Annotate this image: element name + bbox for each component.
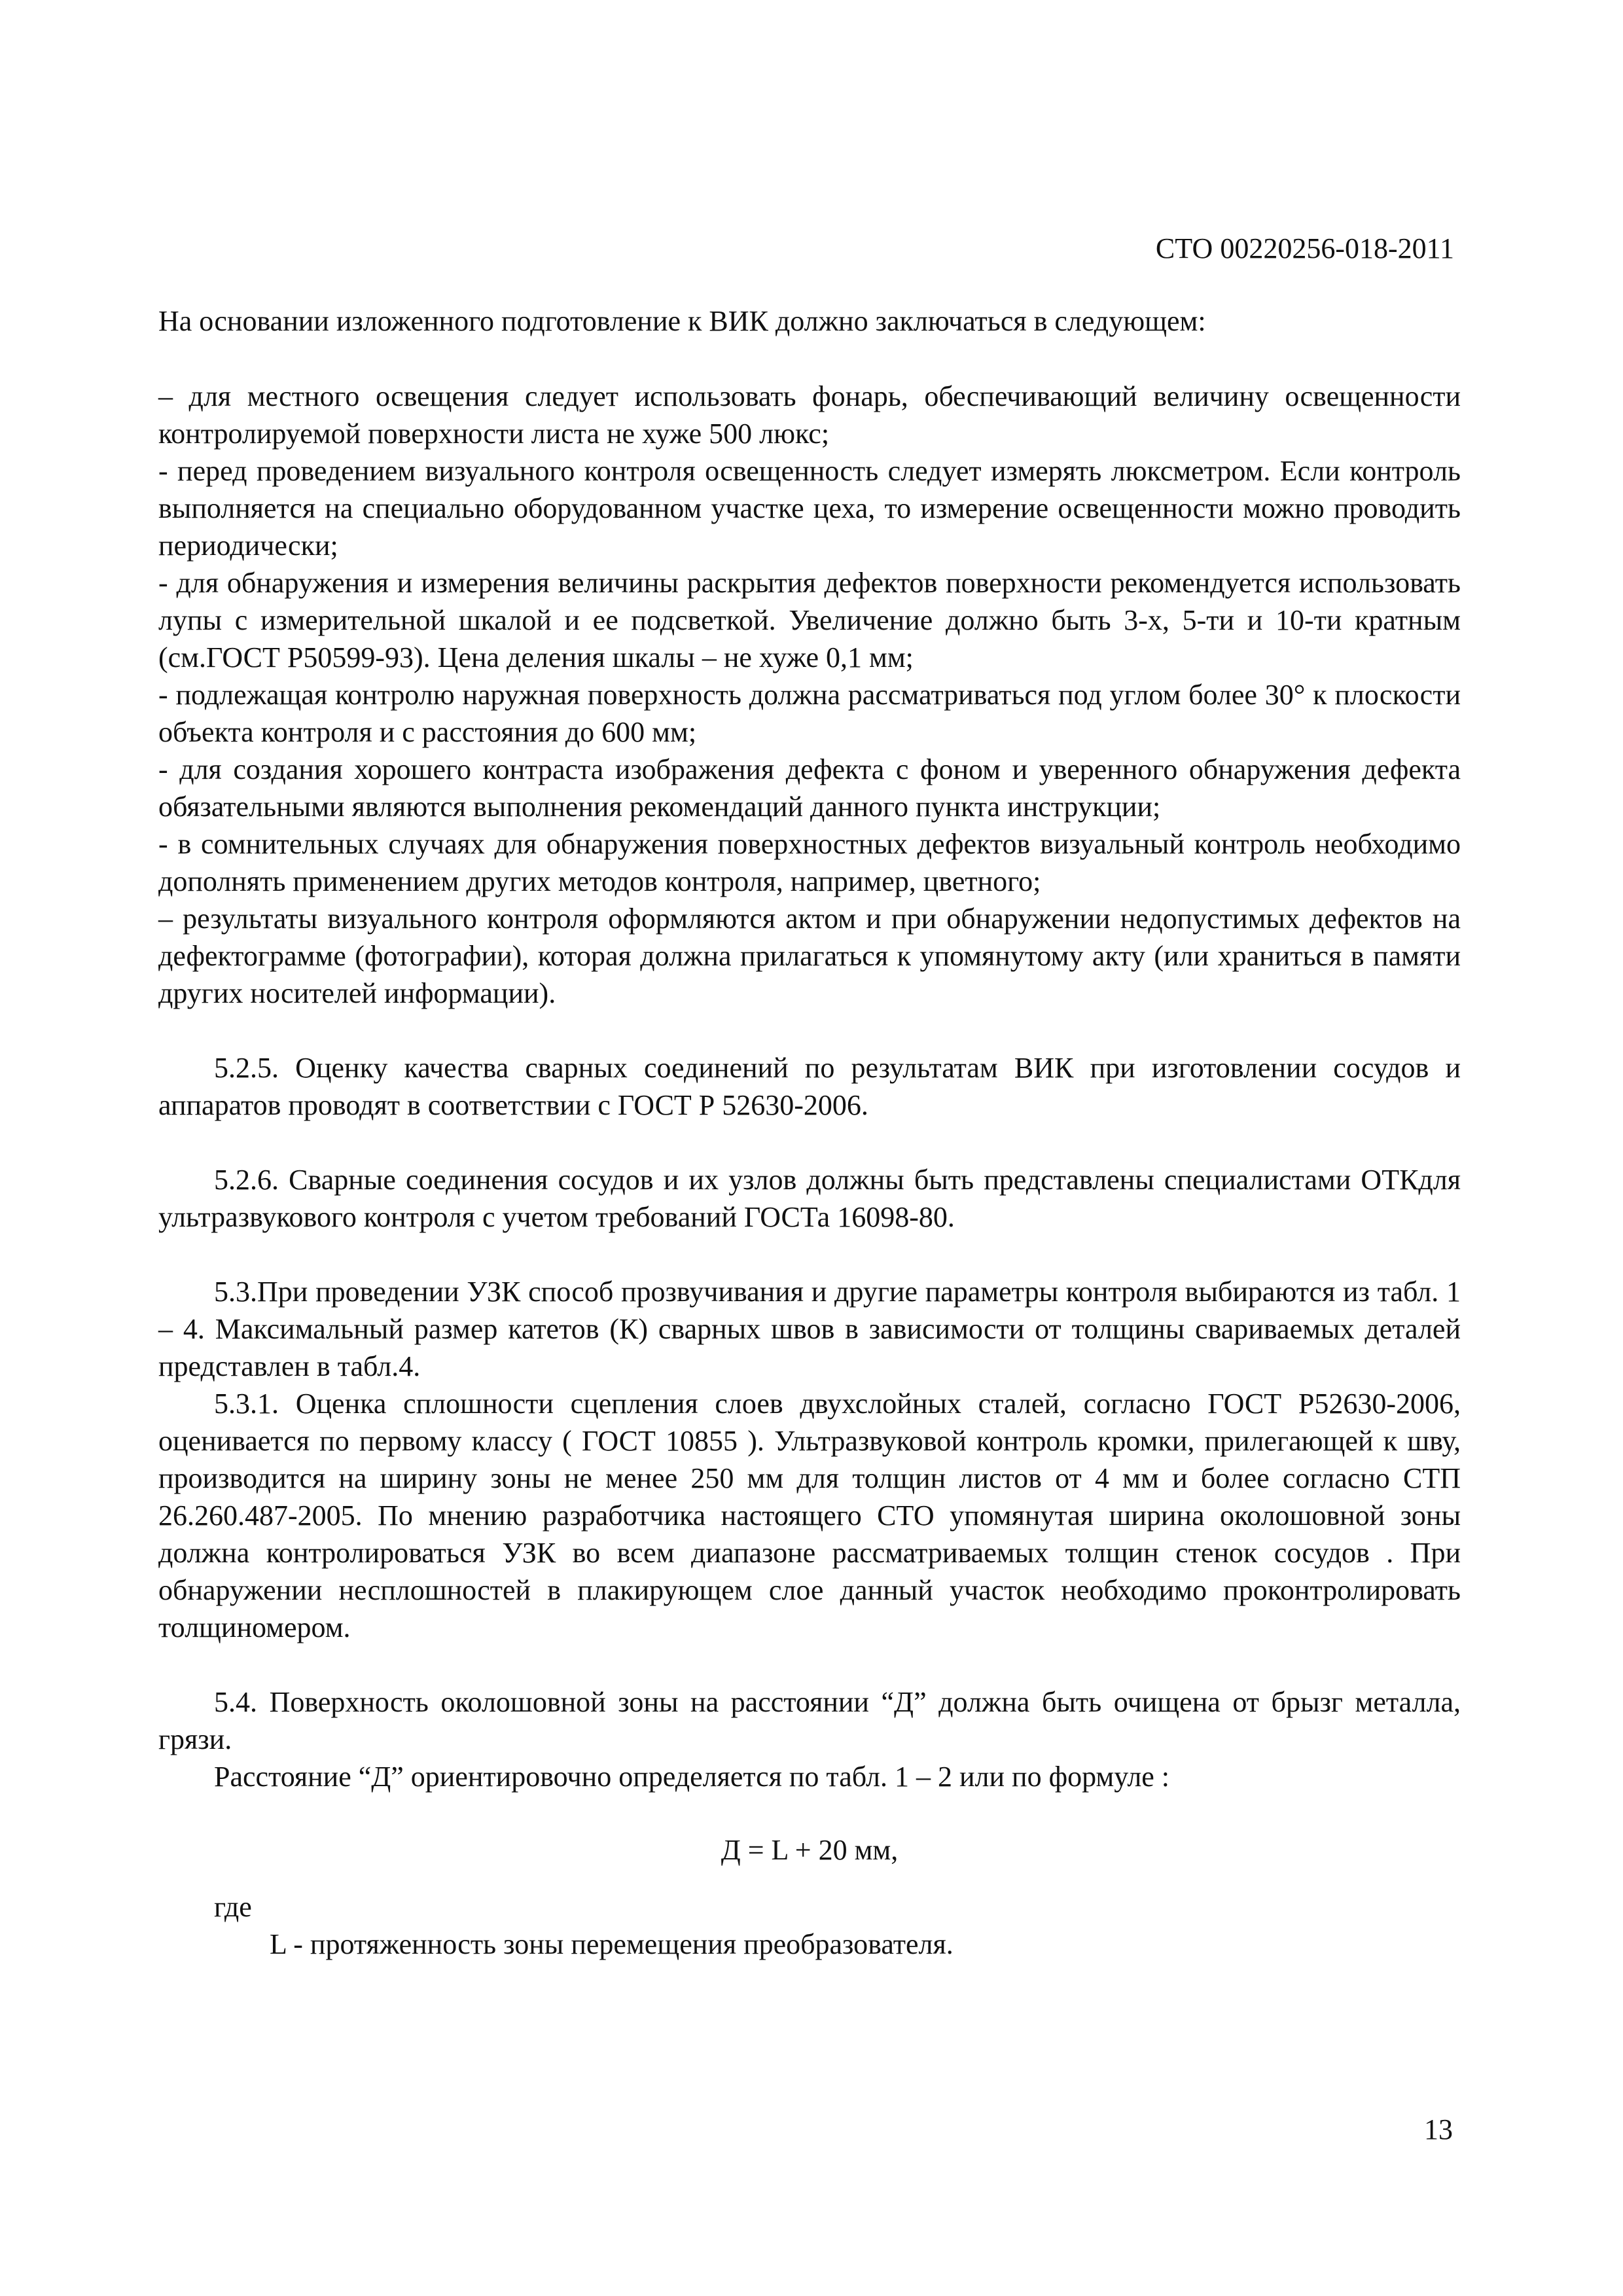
list-item: - для обнаружения и измерения величины раскрытия дефектов поверхности рекомендуется использовать лупы с измерительной шкалой и ее подсветкой. Увеличение должно быть 3-х, 5-ти и 10-ти кратным (см.ГОСТ Р50599-93). Цена деления шкалы – не хуже 0,1 мм; [158, 567, 1461, 673]
where-label: где [214, 1891, 252, 1923]
section-5-3: 5.3.При проведении УЗК способ прозвучивания и другие параметры контроля выбираются из табл. 1 – 4. Максимальный размер катетов (К) сварных швов в зависимости от толщины свариваемых деталей представлен в табл.4. [158, 1276, 1461, 1382]
list-item: - подлежащая контролю наружная поверхность должна рассматриваться под углом более 30° к плоскости объекта контроля и с расстояния до 600 мм; [158, 679, 1461, 748]
section-5-2-5: 5.2.5. Оценку качества сварных соединений по результатам ВИК при изготовлении сосудов и аппаратов проводят в соответствии с ГОСТ Р 52630-2006. [158, 1052, 1461, 1121]
section-5-2-6: 5.2.6. Сварные соединения сосудов и их узлов должны быть представлены специалистами ОТКдля ультразвукового контроля с учетом требований ГОСТа 16098-80. [158, 1164, 1461, 1233]
requirements-list [158, 378, 1461, 1012]
list-item: – для местного освещения следует использовать фонарь, обеспечивающий величину освещенности контролируемой поверхности листа не хуже 500 люкс; [158, 380, 1461, 450]
document-body [158, 302, 1461, 1963]
list-item: - для создания хорошего контраста изображения дефекта с фоном и уверенного обнаружения дефекта обязательными являются выполнения рекомендаций данного пункта инструкции; [158, 753, 1461, 823]
section-5-4: 5.4. Поверхность околошовной зоны на расстоянии “Д” должна быть очищена от брызг металла, грязи. [158, 1686, 1461, 1755]
section-5-3-1: 5.3.1. Оценка сплошности сцепления слоев двухслойных сталей, согласно ГОСТ Р52630-2006, оценивается по первому классу ( ГОСТ 10855 ). Ультразвуковой контроль кромки, прилегающей к шву, производится на ширину зоны не менее 250 мм для толщин листов от 4 мм и более согласно СТП 26.260.487-2005. По мнению разработчика настоящего СТО упомянутая ширина околошовной зоны должна контролироваться УЗК во всем диапазоне рассматриваемых толщин стенок сосудов . При обнаружении несплошностей в плакирующем слое данный участок необходимо проконтролировать толщиномером. [158, 1388, 1461, 1643]
formula-legend: L - протяженность зоны перемещения преобразователя. [270, 1928, 954, 1960]
list-item: – результаты визуального контроля оформляются актом и при обнаружении недопустимых дефектов на дефектограмме (фотографии), которая должна прилагаться к упомянутому акту (или храниться в памяти других носителей информации). [158, 903, 1461, 1009]
list-item: - в сомнительных случаях для обнаружения поверхностных дефектов визуальный контроль необходимо дополнять применением других методов контроля, например, цветного; [158, 828, 1461, 897]
distance-formula: Д = L + 20 мм, [721, 1834, 899, 1866]
distance-paragraph: Расстояние “Д” ориентировочно определяется по табл. 1 – 2 или по формуле : [214, 1761, 1170, 1793]
intro-paragraph: На основании изложенного подготовление к ВИК должно заключаться в следующем: [158, 305, 1206, 337]
page-number: 13 [1424, 2113, 1453, 2145]
list-item: - перед проведением визуального контроля освещенность следует измерять люксметром. Если контроль выполняется на специально оборудованном участке цеха, то измерение освещенности можно проводить периодически; [158, 455, 1461, 562]
document-code: СТО 00220256-018-2011 [1155, 232, 1454, 264]
